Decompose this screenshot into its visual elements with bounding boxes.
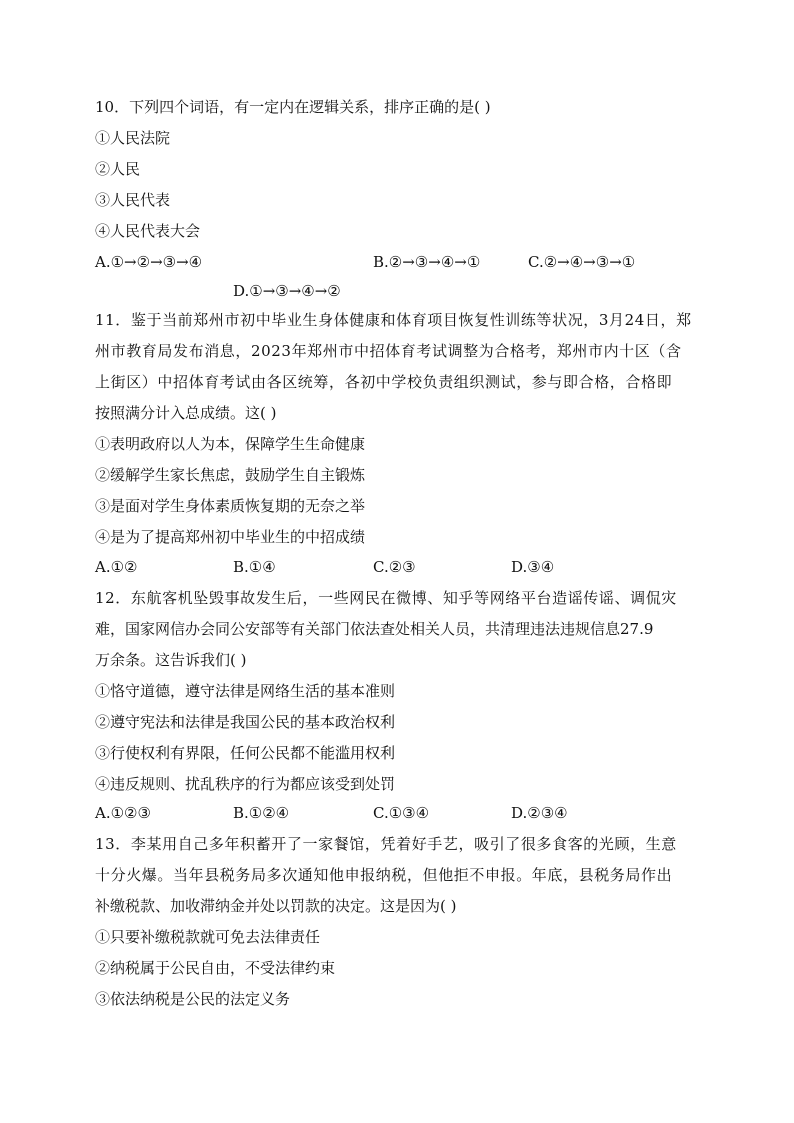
q10-item-4: ④人民代表大会 bbox=[95, 222, 201, 240]
q11-option-a: A.①② bbox=[95, 558, 138, 576]
q10-option-a: A.①→②→③→④ bbox=[95, 253, 203, 271]
q12-option-c: C.①③④ bbox=[373, 804, 430, 822]
q12-option-b: B.①②④ bbox=[233, 804, 290, 822]
q10-item-1: ①人民法院 bbox=[95, 129, 171, 147]
q13-stem-line-3: 补缴税款、加收滞纳金并处以罚款的决定。这是因为( ) bbox=[95, 897, 457, 915]
q12-option-a: A.①②③ bbox=[95, 804, 151, 822]
q13-item-2: ②纳税属于公民自由，不受法律约束 bbox=[95, 959, 336, 977]
q11-stem-line-2: 州市教育局发布消息，2023年郑州市中招体育考试调整为合格考，郑州市内十区（含 bbox=[95, 342, 682, 360]
q10-option-d: D.①→③→④→② bbox=[233, 282, 341, 300]
q12-item-3: ③行使权利有界限，任何公民都不能滥用权利 bbox=[95, 744, 396, 762]
q11-option-c: C.②③ bbox=[373, 558, 416, 576]
q12-stem-line-1: 12．东航客机坠毁事故发生后，一些网民在微博、知乎等网络平台造谣传谣、调侃灾 bbox=[95, 589, 677, 607]
q11-item-1: ①表明政府以人为本，保障学生生命健康 bbox=[95, 435, 366, 453]
q10-option-b: B.②→③→④→① bbox=[373, 253, 481, 271]
q13-item-3: ③依法纳税是公民的法定义务 bbox=[95, 990, 291, 1008]
q10-item-3: ③人民代表 bbox=[95, 191, 171, 209]
q11-stem-line-3: 上街区）中招体育考试由各区统筹，各初中学校负责组织测试，参与即合格，合格即 bbox=[95, 373, 673, 391]
q11-stem-line-1: 11．鉴于当前郑州市初中毕业生身体健康和体育项目恢复性训练等状况，3月24日，郑 bbox=[95, 311, 692, 329]
q12-item-1: ①恪守道德，遵守法律是网络生活的基本准则 bbox=[95, 682, 396, 700]
q11-option-d: D.③④ bbox=[511, 558, 555, 576]
q11-item-3: ③是面对学生身体素质恢复期的无奈之举 bbox=[95, 497, 366, 515]
q13-item-1: ①只要补缴税款就可免去法律责任 bbox=[95, 928, 321, 946]
q13-stem-line-2: 十分火爆。当年县税务局多次通知他申报纳税，但他拒不申报。年底，县税务局作出 bbox=[95, 866, 673, 884]
q13-stem-line-1: 13．李某用自己多年积蓄开了一家餐馆，凭着好手艺，吸引了很多食客的光顾，生意 bbox=[95, 835, 677, 853]
q10-stem: 10．下列四个词语，有一定内在逻辑关系，排序正确的是( ) bbox=[95, 98, 491, 116]
q12-option-d: D.②③④ bbox=[511, 804, 568, 822]
q11-stem-line-4: 按照满分计入总成绩。这( ) bbox=[95, 404, 277, 422]
q12-stem-line-2: 难，国家网信办会同公安部等有关部门依法查处相关人员，共清理违法违规信息27.9 bbox=[95, 620, 654, 638]
q12-item-2: ②遵守宪法和法律是我国公民的基本政治权利 bbox=[95, 713, 396, 731]
q12-item-4: ④违反规则、扰乱秩序的行为都应该受到处罚 bbox=[95, 775, 396, 793]
q11-item-2: ②缓解学生家长焦虑，鼓励学生自主锻炼 bbox=[95, 466, 366, 484]
q10-item-2: ②人民 bbox=[95, 160, 141, 178]
q11-item-4: ④是为了提高郑州初中毕业生的中招成绩 bbox=[95, 528, 366, 546]
q12-stem-line-3: 万余条。这告诉我们( ) bbox=[95, 651, 247, 669]
q11-option-b: B.①④ bbox=[233, 558, 276, 576]
q10-option-c: C.②→④→③→① bbox=[528, 253, 636, 271]
